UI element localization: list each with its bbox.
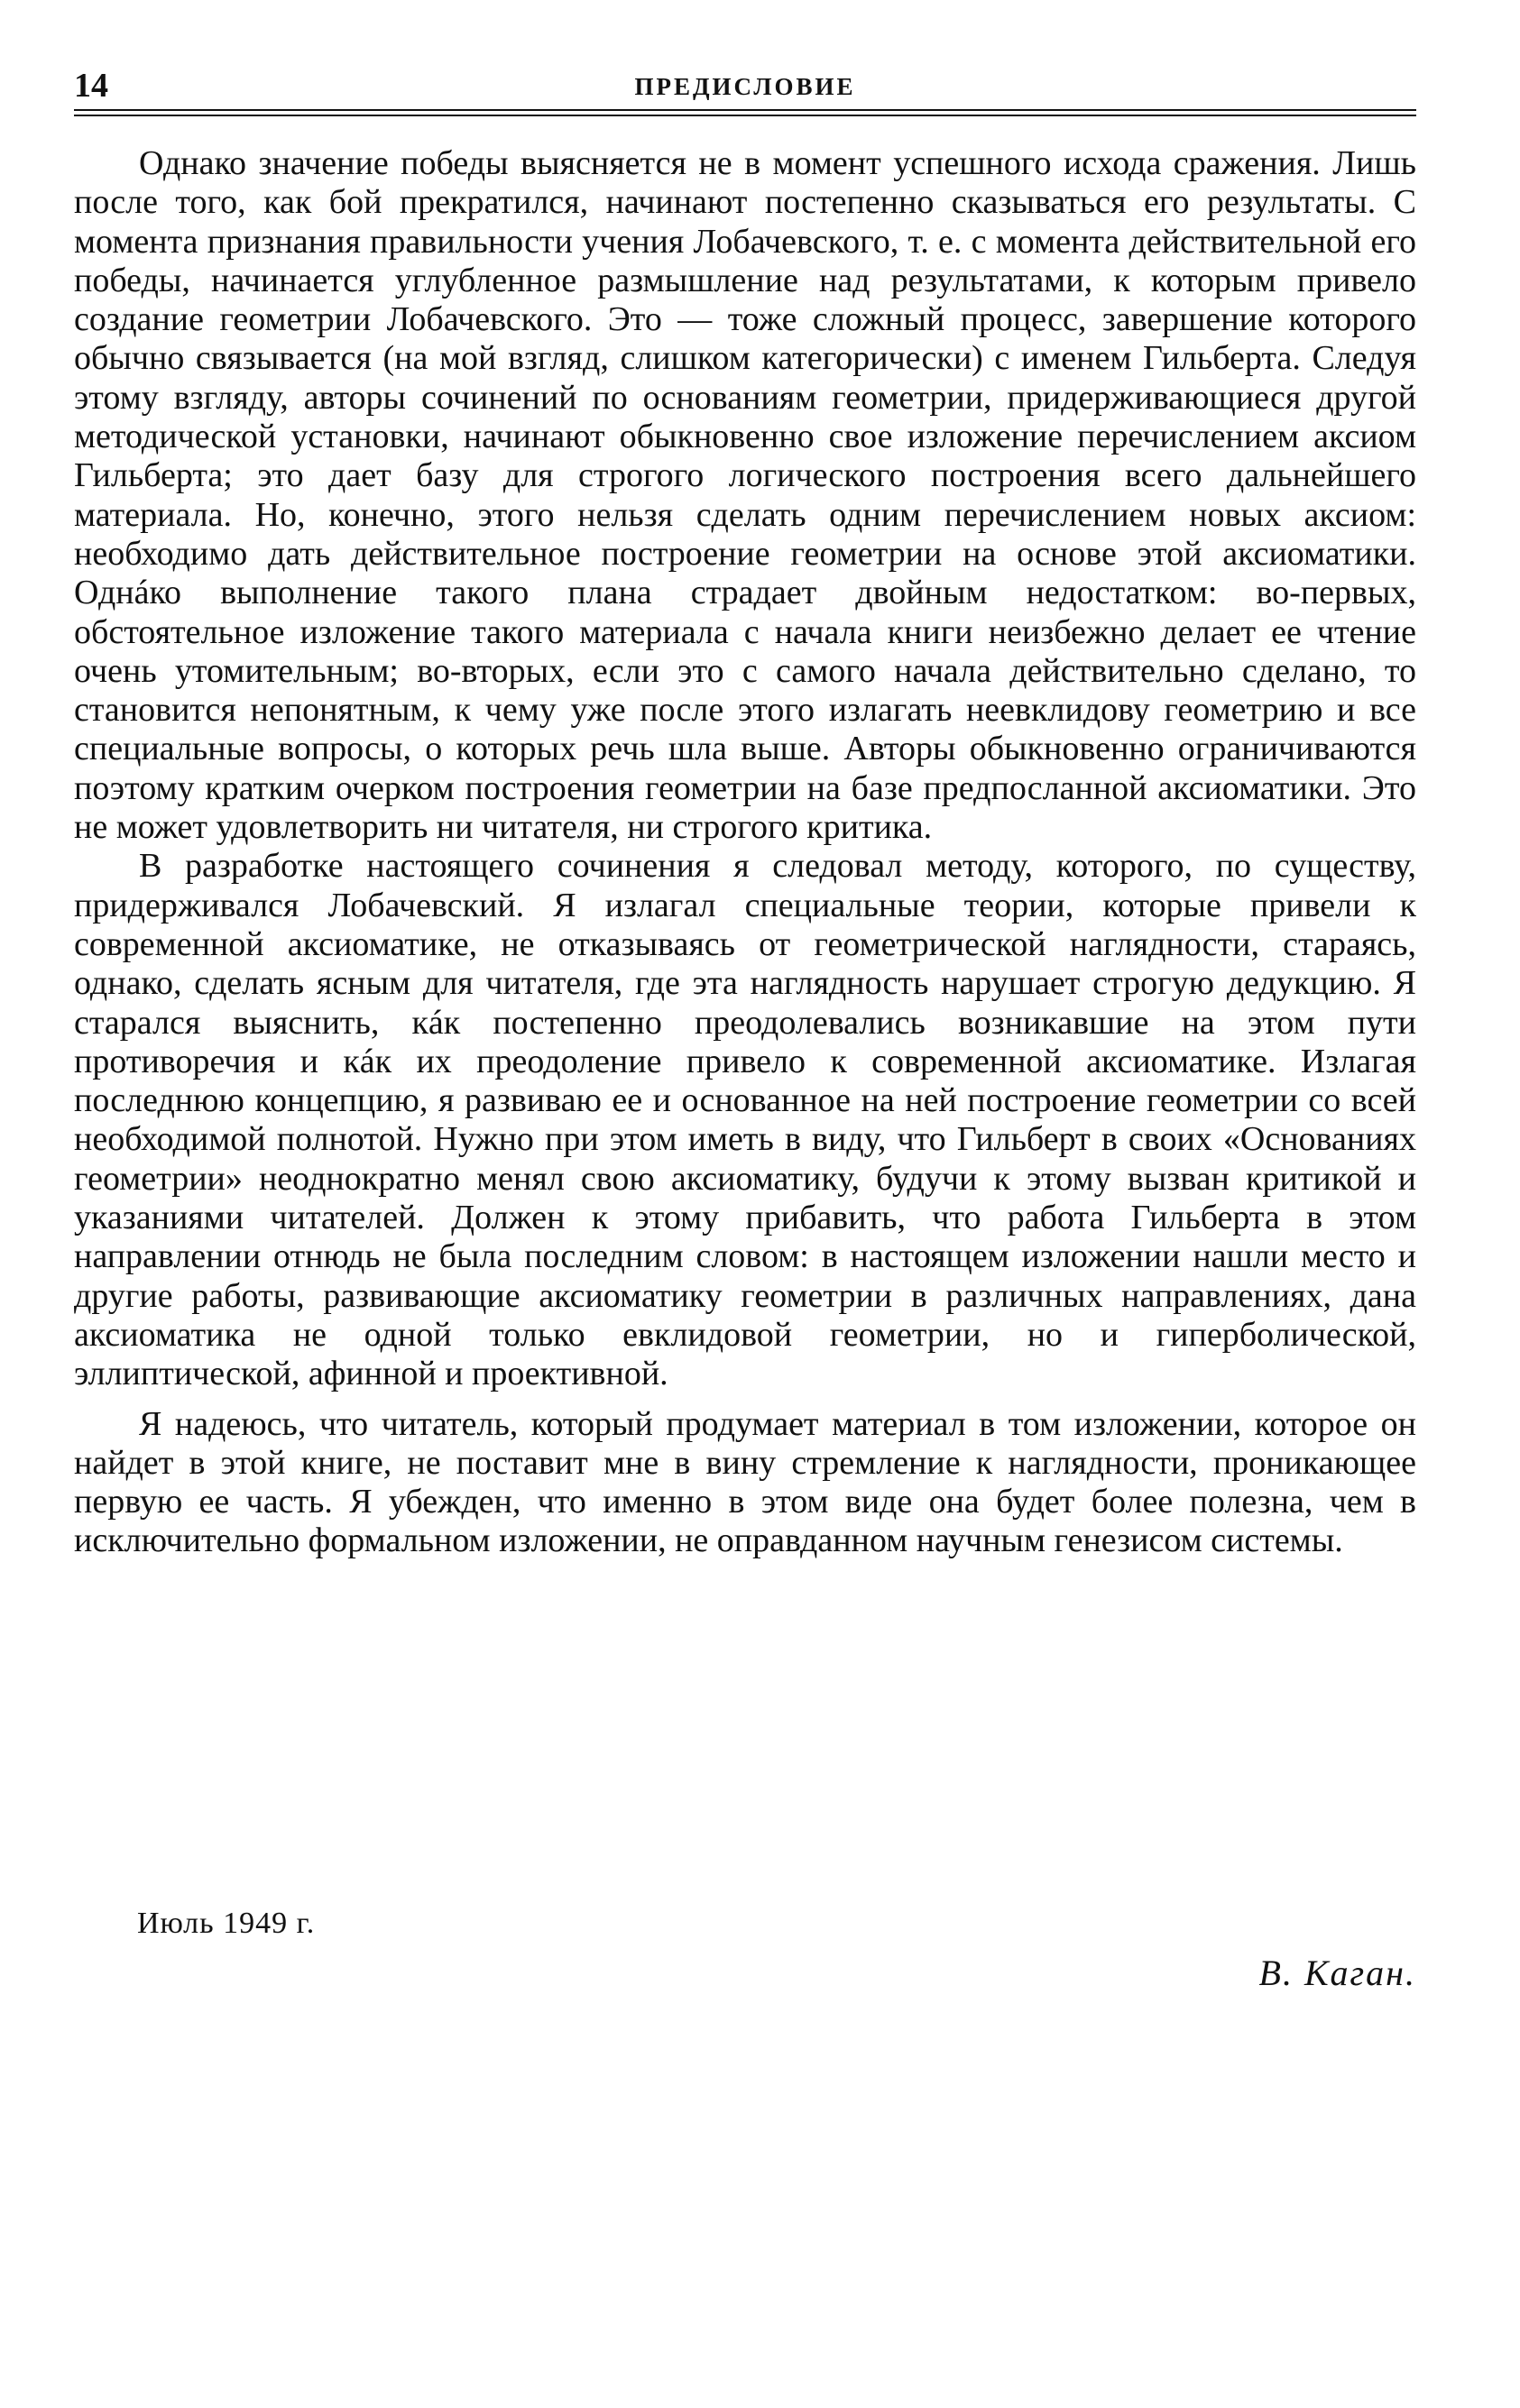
paragraph-2: В разработке настоящего сочинения я следовал методу, которого, по существу, придерживался Лобачевский. Я излагал специальные теории, которые привели к современной аксиоматике, не отказываясь от геометрической наглядности, стараясь, однако, сделать ясным для читателя, где эта наглядность нарушает строгую дедукцию. Я старался выяснить, кáк постепенно преодолевались возникавшие на этом пути противоречия и кáк их преодоление привело к современной аксиоматике. Излагая последнюю концепцию, я развиваю ее и основанное на ней построение геометрии со всей необходимой полнотой. Нужно при этом иметь в виду, что Гильберт в своих «Основаниях геометрии» неоднократно менял свою аксиоматику, будучи к этому вызван критикой и указаниями читателей. Должен к этому прибавить, что работа Гильберта в этом направлении отнюдь не была последним словом: в настоящем изложении нашли место и другие работы, развивающие аксиоматику геометрии в различных направлениях, дана аксиоматика не одной только евклидовой геометрии, но и гиперболической, эллиптической, афинной и проективной. [74, 847, 1416, 1393]
page-header [74, 63, 1416, 108]
header-rule-bottom [74, 115, 1416, 116]
header-rule-top [74, 109, 1416, 111]
author-signature: В. Каган. [1258, 1953, 1416, 1993]
paragraph-3: Я надеюсь, что читатель, который продумает материал в том изложении, которое он найдет в этой книге, не поставит мне в вину стремление к наглядности, проникающее первую ее часть. Я убежден, что именно в этом виде она будет более полезна, чем в исключительно формальном изложении, не оправданном научным генезисом системы. [74, 1404, 1416, 1560]
running-title: ПРЕДИСЛОВИЕ [634, 73, 856, 100]
date-line: Июль 1949 г. [137, 1907, 316, 1940]
paragraph-1: Однако значение победы выясняется не в момент успешного исхода сражения. Лишь после того, как бой прекратился, начинают постепенно сказываться его результаты. С момента признания правильности учения Лобачевского, т. е. с момента действительной его победы, начинается углубленное размышление над результатами, к которым привело создание геометрии Лобачевского. Это — тоже сложный процесс, завершение которого обычно связывается (на мой взгляд, слишком категорически) с именем Гильберта. Следуя этому взгляду, авторы сочинений по основаниям геометрии, придерживающиеся другой методической установки, начинают обыкновенно свое изложение перечислением аксиом Гильберта; это дает базу для строгого логического построения всего дальнейшего материала. Но, конечно, этого нельзя сделать одним перечислением новых аксиом: необходимо дать действительное построение геометрии на основе этой аксиоматики. Однáко выполнение такого плана страдает двойным недостатком: во-первых, обстоятельное изложение такого материала с начала книги неизбежно делает ее чтение очень утомительным; во-вторых, если это с самого начала действительно сделано, то становится непонятным, к чему уже после этого излагать неевклидову геометрию и все специальные вопросы, о которых речь шла выше. Авторы обыкновенно ограничиваются поэтому кратким очерком построения геометрии на базе предпосланной аксиоматики. Это не может удовлетворить ни читателя, ни строгого критика. [74, 144, 1416, 847]
page-number: 14 [74, 67, 108, 105]
preface-body [74, 144, 1416, 1561]
